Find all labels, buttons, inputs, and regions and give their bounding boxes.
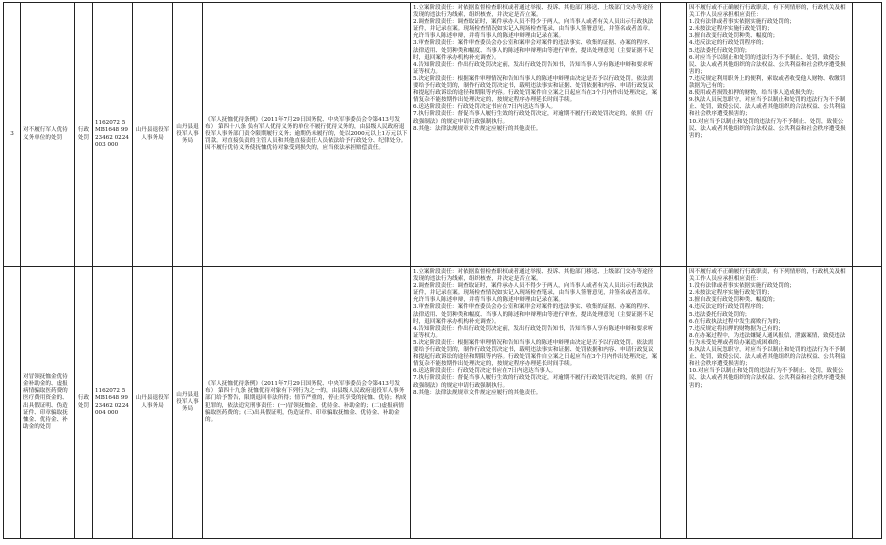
fault-item: 4.违反法定的行政处罚程序的； (689, 40, 768, 47)
fault-item: 9.执法人员玩忽职守，对应当予以制止和处罚的违法行为不予制止、处罚，致使公民、法人或者其他组织的合法权益、公共利益和社会秩序遭受损害的； (689, 347, 846, 368)
duty-item: 2.调查阶段责任：调查取证时，案件承办人员不得少于两人，向当事人或者有关人员出示行政执法证件，并记录在案。现场检查情况如实记入现场检查笔录，由当事人签署意见，并签名或者盖章。允许当事人陈述申辩，并将当事人的陈述申辩理由记录在案。 (413, 19, 654, 40)
empty-cell (853, 3, 882, 267)
duty-item: 8.其他：法律法规规章文件规定应履行的其他责任。 (413, 125, 542, 132)
implementing-agency: 山丹县退役军人事务局 (133, 3, 173, 267)
row-number (4, 267, 21, 539)
duty-item: 6.送达阶段责任：行政处罚决定书应在7日内送达当事人。 (413, 368, 557, 375)
duty-item: 5.决定阶段责任：根据案件审理情况和告知当事人的陈述申辩理由决定是否予以行政处罚。依法需要给予行政处罚的，制作行政处罚决定书，载明违法事实和证据、处罚依据和内容、申请行政复议和提起行政诉讼的途径和期限等内容。行政处罚案件自立案之日起应当在3个月内作出处理决定，案情复杂不能按期作出处理决定的，按规定程序办理延长时间手续。 (413, 339, 658, 368)
fault-item: 5.违法委托行政处罚的； (689, 311, 751, 318)
fault-item: 2.未按法定程序实施行政处罚的； (689, 290, 773, 297)
fault-list (687, 3, 853, 267)
duty-item: 2.调查阶段责任：调查取证时，案件承办人员不得少于两人，向当事人或者有关人员出示行政执法证件，并记录在案。现场检查情况如实记入现场检查笔录，由当事人签署意见，并签名或者盖章。允许当事人陈述申辩，并将当事人的陈述申辩理由记录在案。 (413, 283, 654, 304)
duty-item: 3.审查阶段责任：案件审查委员会办公室和案审会对案件的违法事实、收集的证据、办案的程序、法律适用、处罚种类和幅度、当事人的陈述和申辩理由等进行审查，提出处理意见（主要证据不足时，退回案件承办机构补充调查）。 (413, 40, 654, 61)
fault-item: 10.对应当予以制止和处罚的违法行为不予制止、处罚，致使公民、法人或者其他组织的合法权益、公共利益和社会秩序遭受损害的； (689, 118, 846, 139)
fault-item: 3.擅自改变行政处罚种类、幅度的； (689, 297, 779, 304)
duty-item: 4.告知阶段责任：作出行政处罚决定前，发出行政处罚告知书，告知当事人享有陈述申辩和要求听证等权力。 (413, 61, 654, 75)
power-type: 行政处罚 (75, 267, 93, 539)
fault-item: 1.没有法律或者事实依据实施行政处罚的； (689, 283, 796, 290)
fault-item: 4.违反法定的行政处罚程序的； (689, 304, 768, 311)
duty-list (411, 267, 661, 539)
fault-item: 8.使用或者损毁扣押的财物，给当事人造成损失的； (689, 90, 818, 97)
item-code: 1162072 5MB1648 9923462 0224003 000 (93, 3, 133, 267)
duty-list (411, 3, 661, 267)
implementing-agency: 山丹县退役军人事务局 (133, 267, 173, 539)
fault-item: 因不履行或不正确履行行政职责，有下列情形的，行政机关及相关工作人员应承担相应责任： (689, 5, 846, 19)
fault-item: 6.对应当予以制止和处罚的违法行为不予制止、处罚，致使公民、法人或者其他组织的合法权益、公共利益和社会秩序遭受损害的； (689, 54, 846, 75)
item-code: 1162072 5MB1648 9923462 0224004 000 (93, 267, 133, 539)
empty-cell (661, 3, 687, 267)
duty-item: 3.审查阶段责任：案件审查委员会办公室和案审会对案件的违法事实、收集的证据、办案的程序、法律适用、处罚种类和幅度、当事人的陈述和申辩理由等进行审查，提出处理意见（主要证据不足时，退回案件承办机构补充调查）。 (413, 304, 654, 325)
empty-cell (853, 267, 882, 539)
item-name: 对冒领抚恤金优待金补助金的、虚报病情骗取医药费的医疗费用资金的、出具假证明、伪造证件、印章骗取抚恤金、优待金、补助金的处罚 (21, 267, 75, 539)
fault-item: 3.擅自改变行政处罚种类、幅度的； (689, 33, 779, 40)
responsible-agency: 山丹县退役军人事务局 (173, 267, 203, 539)
fault-list (687, 267, 853, 539)
duty-item: 1.立案阶段责任：对依据监督检查职权或者通过举报、投诉、其他部门移送、上级部门交办等途径发现的违法行为线索，组织核查，并决定是否立案。 (413, 269, 654, 283)
fault-item: 10.对应当予以制止和处罚的违法行为不予制止、处罚，致使公民、法人或者其他组织的合法权益、公共利益和社会秩序遭受损害的； (689, 368, 846, 389)
fault-item: 5.违法委托行政处罚的； (689, 47, 751, 54)
table-row (4, 267, 882, 539)
empty-cell (661, 267, 687, 539)
duty-item: 5.决定阶段责任：根据案件审理情况和告知当事人的陈述申辩理由决定是否予以行政处罚。依法需要给予行政处罚的，制作行政处罚决定书，载明违法事实和证据、处罚依据和内容、申请行政复议和提起行政诉讼的途径和期限等内容。行政处罚案件自立案之日起应当在3个月内作出处理决定，案情复杂不能按期作出处理决定的，按规定程序办理延长时间手续。 (413, 75, 658, 104)
fault-item: 9.执法人员玩忽职守，对应当予以制止和处罚的违法行为不予制止、处罚，致使公民、法人或者其他组织的合法权益、公共利益和社会秩序遭受损害的； (689, 97, 846, 118)
duty-item: 7.执行阶段责任：督促当事人履行生效的行政处罚决定，对逾期不履行行政处罚决定的，依照《行政强制法》的规定申请行政强制执行。 (413, 375, 654, 389)
fault-item: 8.在办案过程中，为违法嫌疑人通风报信，泄露案情，致使违法行为未受处理或者给办案造成困难的； (689, 332, 846, 346)
power-type: 行政处罚 (75, 3, 93, 267)
fault-item: 7.违反规定利用职务上的便利，索取或者收受他人财物、收缴罚款据为己有的； (689, 75, 846, 90)
duty-item: 4.告知阶段责任：作出行政处罚决定前，发出行政处罚告知书，告知当事人享有陈述申辩和要求听证等权力。 (413, 325, 654, 339)
duty-item: 6.送达阶段责任：行政处罚决定书应在7日内送达当事人。 (413, 104, 557, 111)
legal-basis: 《军人抚恤优待条例》（2011年7月29日国务院、中央军事委员会令第413号发布） 第四十八条 负有军人优待义务的单位不履行优待义务的，由县级人民政府退役军人事务部门责令限期履行义务；逾期仍未履行的，处以2000元以上1万元以下罚款。对直接负责的主管人员和其他直接责任人员依法给予行政处分、纪律处分。因不履行优待义务使抚恤优待对象受到损失的，应当依法承担赔偿责任。 (203, 3, 411, 267)
fault-item: 6.在行政执法过程中发生腐败行为的； (689, 318, 784, 325)
duty-item: 1.立案阶段责任：对依据监督检查职权或者通过举报、投诉、其他部门移送、上级部门交办等途径发现的违法行为线索，组织核查，并决定是否立案。 (413, 5, 654, 19)
row-number: 3 (4, 3, 21, 267)
fault-item: 因不履行或不正确履行行政职责，有下列情形的，行政机关及相关工作人员应承担相应责任： (689, 269, 846, 283)
responsibility-table (3, 2, 882, 539)
item-name: 对不履行军人优待义务单位的处罚 (21, 3, 75, 267)
fault-item: 7.违反规定将扣押的财物据为己有的； (689, 325, 784, 332)
legal-basis: 《军人抚恤优待条例》（2011年7月29日国务院、中央军事委员会令第413号发布） 第四十九条 抚恤优待对象有下列行为之一的，由县级人民政府退役军人事务部门给予警告，限期退回非法所得；情节严重的，停止其享受的抚恤、优待；构成犯罪的，依法追究刑事责任：(一)冒领抚恤金、优待金、补助金的；(二)虚报病情骗取医药费的；(三)出具假证明，伪造证件、印章骗取抚恤金、优待金、补助金的。 (203, 267, 411, 539)
fault-item: 1.没有法律或者事实依据实施行政处罚的； (689, 19, 796, 26)
responsible-agency: 山丹县退役军人事务局 (173, 3, 203, 267)
table-row (4, 3, 882, 267)
duty-item: 7.执行阶段责任：督促当事人履行生效的行政处罚决定，对逾期不履行行政处罚决定的，依照《行政强制法》的规定申请行政强制执行。 (413, 111, 654, 125)
fault-item: 2.未按法定程序实施行政处罚的； (689, 26, 773, 33)
duty-item: 8.其他：法律法规规章文件规定应履行的其他责任。 (413, 389, 542, 396)
